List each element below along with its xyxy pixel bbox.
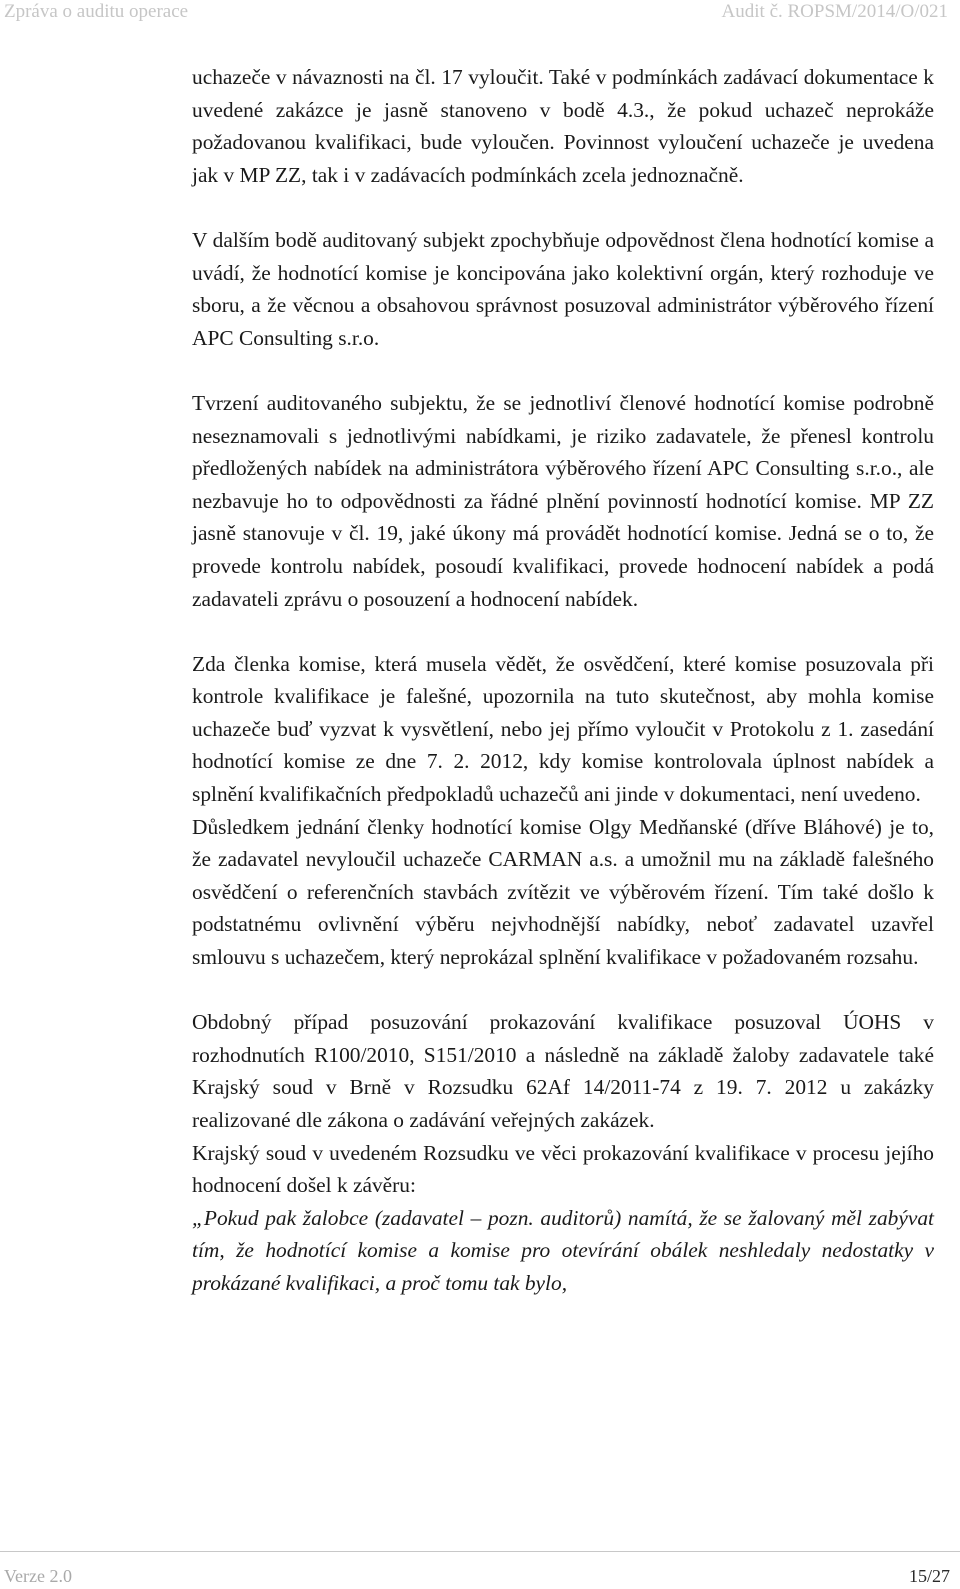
document-title: Zpráva o auditu operace bbox=[4, 1, 189, 22]
audit-number: Audit č. ROPSM/2014/O/021 bbox=[721, 1, 948, 22]
paragraph-similar-case: Obdobný případ posuzování prokazování kvalifikace posuzoval ÚOHS v rozhodnutích R100/2010, S151/2010 a následně na základě žaloby zadavatele také Krajský soud v Brně v Rozsudku 62Af 14/2011-74 z 19. 7. 2012 u zakázky realizované dle zákona o zadávání veřejných zakázek. bbox=[192, 1010, 934, 1132]
paragraph-member-knowledge: Zda členka komise, která musela vědět, že osvědčení, které komise posuzovala při kontrole kvalifikace je falešné, upozornila na tuto skutečnost, aby mohla komise uchazeče buď vyzvat k vysvětlení, nebo jej přímo vyloučit v Protokolu z 1. zasedání hodnotící komise ze dne 7. 2. 2012, kdy komise kontrolovala úplnost nabídek a splnění kvalifikačních předpokladů uchazečů ani jinde v dokumentaci, není uvedeno. bbox=[192, 651, 934, 807]
paragraph-auditee-claim: Tvrzení auditovaného subjektu, že se jednotliví členové hodnotící komise podrobně neseznamovali s jednotlivými nabídkami, je riziko zadavatele, že přenesl kontrolu předložených nabídek na administrátora výběrového řízení APC Consulting s.r.o., ale nezbavuje ho to odpovědnosti za řádné plnění povinností hodnotící komise. MP ZZ jasně stanovuje v čl. 19, jaké úkony má provádět hodnotící komise. Jedná se o to, že provede kontrolu nabídek, posoudí kvalifikaci, provede hodnocení nabídek a podá zadavateli zprávu o posouzení a hodnocení nabídek. bbox=[192, 390, 934, 611]
footer-divider bbox=[0, 1551, 960, 1552]
paragraph-consequence: Důsledkem jednání členky hodnotící komise Olgy Medňanské (dříve Bláhové) je to, že zadavatel nevyloučil uchazeče CARMAN a.s. a umožnil mu na základě falešného osvědčení o referenčních stavbách zvítězit ve výběrovém řízení. Tím také došlo k podstatnému ovlivnění výběru nejvhodnější nabídky, neboť zadavatel uzavřel smlouvu s uchazečem, který neprokázal splnění kvalifikace v požadovaném rozsahu. bbox=[192, 814, 934, 970]
paragraph-commission-responsibility: V dalším bodě auditovaný subjekt zpochybňuje odpovědnost člena hodnotící komise a uvádí, že hodnotící komise je koncipována jako kolektivní orgán, který rozhoduje ve sboru, a že věcnou a obsahovou správnost posuzoval administrátor výběrového řízení APC Consulting s.r.o. bbox=[192, 227, 934, 350]
document-body bbox=[192, 61, 934, 1300]
court-quote-text: „Pokud pak žalobce (zadavatel – pozn. auditorů) namítá, že se žalovaný měl zabývat tím, že hodnotící komise a komise pro otevírání obálek neshledaly nedostatky v prokázané kvalifikaci, a proč tomu tak bylo, bbox=[192, 1205, 934, 1295]
document-version: Verze 2.0 bbox=[4, 1566, 72, 1586]
page-number: 15/27 bbox=[908, 1566, 950, 1586]
paragraph-exclusion-obligation: uchazeče v návaznosti na čl. 17 vyloučit. Také v podmínkách zadávací dokumentace k uvedené zakázce je jasně stanoveno v bodě 4.3., že pokud uchazeč neprokáže požadovanou kvalifikaci, bude vyloučen. Povinnost vyloučení uchazeče je uvedena jak v MP ZZ, tak i v zadávacích podmínkách zcela jednoznačně. bbox=[192, 65, 934, 187]
paragraph-court-quote bbox=[192, 1202, 934, 1300]
page-header bbox=[0, 0, 960, 26]
page-footer bbox=[0, 1551, 960, 1589]
paragraph-court-conclusion: Krajský soud v uvedeném Rozsudku ve věci prokazování kvalifikace v procesu jejího hodnocení došel k závěru: bbox=[192, 1140, 934, 1198]
